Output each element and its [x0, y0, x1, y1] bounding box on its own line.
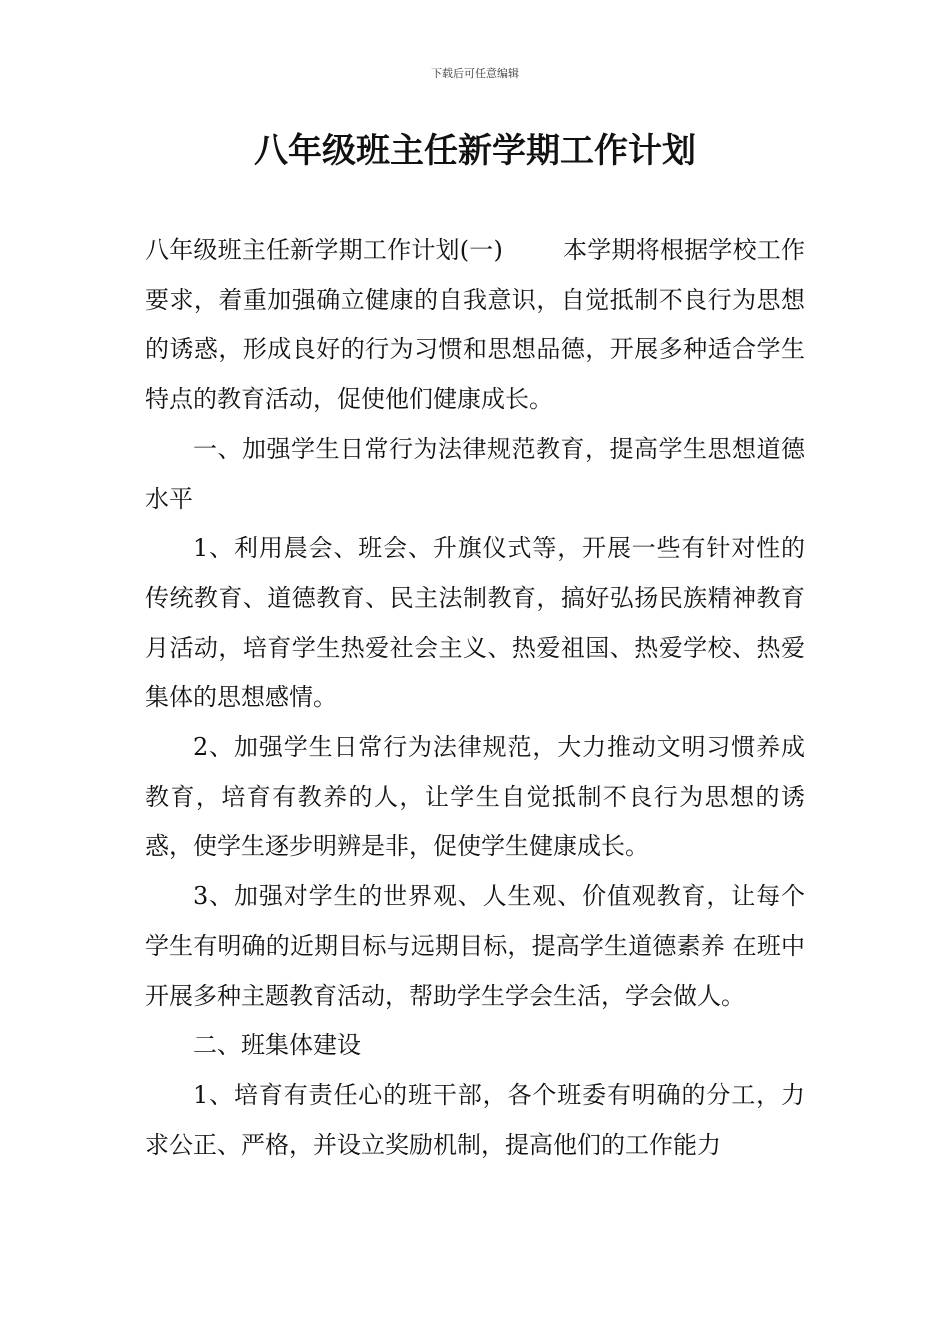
document-body	[145, 226, 805, 1170]
paragraph-3: 3、加强对学生的世界观、人生观、价值观教育，让每个学生有明确的近期目标与远期目标，提高学生道德素养 在班中开展多种主题教育活动，帮助学生学会生活，学会做人。	[145, 882, 805, 1010]
document-title: 八年级班主任新学期工作计划	[254, 131, 696, 171]
header-note: 下载后可任意编辑	[431, 67, 519, 80]
paragraph-4: 1、培育有责任心的班干部，各个班委有明确的分工，力求公正、严格，并设立奖励机制，提高他们的工作能力	[145, 1080, 805, 1159]
intro-paragraph	[145, 226, 805, 425]
intro-lead-title: 八年级班主任新学期工作计划(一)	[145, 236, 503, 264]
paragraph-2: 2、加强学生日常行为法律规范，大力推动文明习惯养成教育，培育有教养的人，让学生自觉抵制不良行为思想的诱惑，使学生逐步明辨是非，促使学生健康成长。	[145, 733, 805, 861]
paragraph-1: 1、利用晨会、班会、升旗仪式等，开展一些有针对性的传统教育、道德教育、民主法制教育，搞好弘扬民族精神教育月活动，培育学生热爱社会主义、热爱祖国、热爱学校、热爱集体的思想感情。	[145, 534, 805, 712]
intro-text: 本学期将根据学校工作要求，着重加强确立健康的自我意识，自觉抵制不良行为思想的诱惑，形成良好的行为习惯和思想品德，开展多种适合学生特点的教育活动，促使他们健康成长。	[145, 236, 805, 414]
section-heading-1: 一、加强学生日常行为法律规范教育，提高学生思想道德水平	[145, 434, 805, 513]
section-heading-2: 二、班集体建设	[193, 1031, 361, 1060]
